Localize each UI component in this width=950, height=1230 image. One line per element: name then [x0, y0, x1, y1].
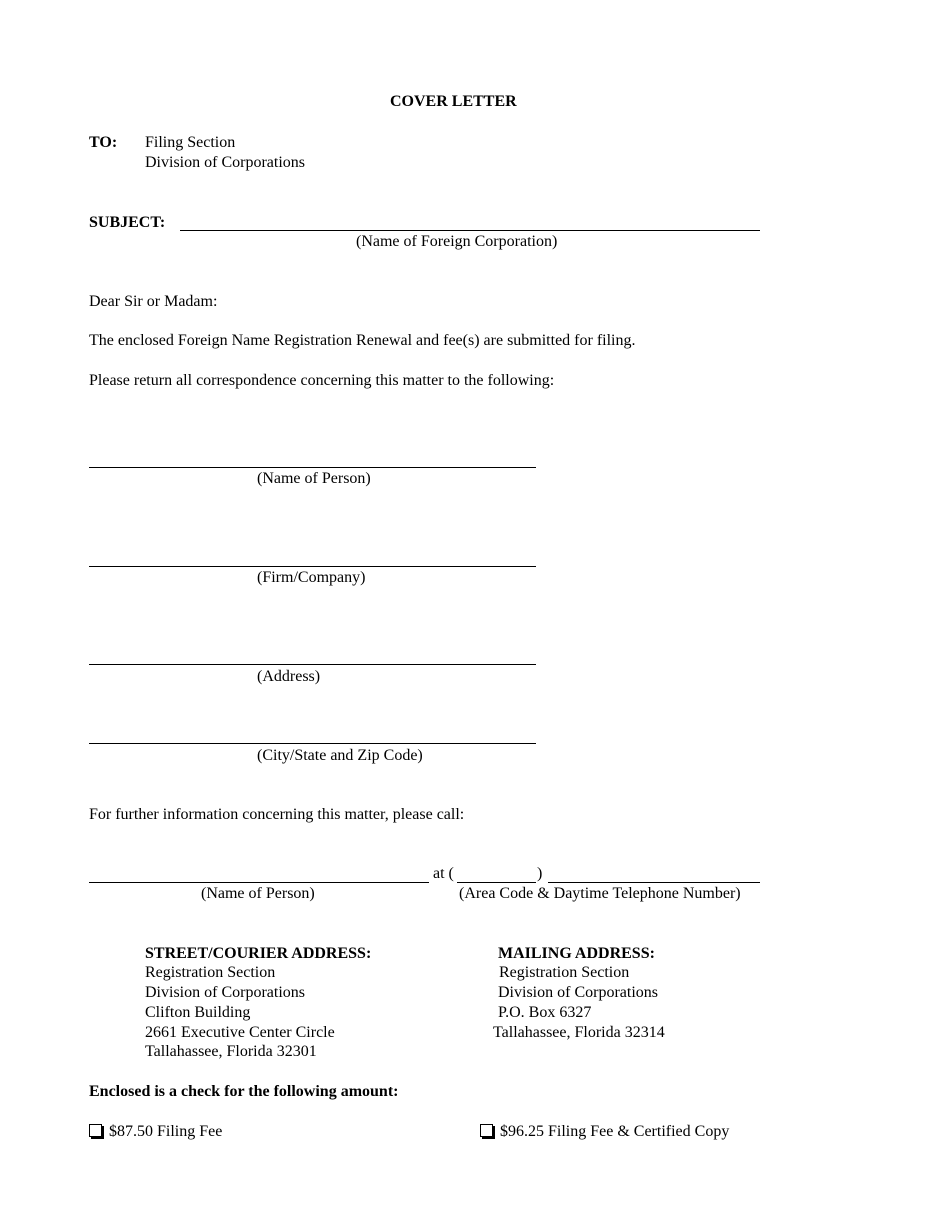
- street-address-line: Tallahassee, Florida 32301: [145, 1043, 317, 1060]
- firm-company-caption: (Firm/Company): [257, 569, 366, 586]
- city-state-zip-line[interactable]: [89, 743, 536, 744]
- page-title: COVER LETTER: [390, 93, 517, 110]
- name-of-person-caption: (Name of Person): [257, 470, 371, 487]
- city-state-zip-caption: (City/State and Zip Code): [257, 747, 423, 764]
- to-line-1: Filing Section: [145, 134, 236, 151]
- subject-input-line[interactable]: [180, 230, 760, 231]
- contact-name-caption: (Name of Person): [201, 885, 315, 902]
- firm-company-line[interactable]: [89, 566, 536, 567]
- to-label: TO:: [89, 134, 118, 151]
- paragraph-enclosed: The enclosed Foreign Name Registration Renewal and fee(s) are submitted for filing.: [89, 332, 636, 349]
- mailing-address-heading: MAILING ADDRESS:: [498, 945, 655, 962]
- telephone-number-line[interactable]: [548, 882, 760, 883]
- street-address-heading: STREET/COURIER ADDRESS:: [145, 945, 372, 962]
- enclosed-heading: Enclosed is a check for the following amount:: [89, 1083, 399, 1100]
- telephone-caption: (Area Code & Daytime Telephone Number): [459, 885, 741, 902]
- mailing-address-line: Tallahassee, Florida 32314: [493, 1024, 665, 1041]
- address-line[interactable]: [89, 664, 536, 665]
- certified-copy-checkbox[interactable]: [480, 1124, 493, 1137]
- mailing-address-line: P.O. Box 6327: [498, 1004, 592, 1021]
- at-open-paren: at (: [433, 865, 454, 882]
- further-info-text: For further information concerning this matter, please call:: [89, 806, 465, 823]
- area-code-line[interactable]: [457, 882, 536, 883]
- address-caption: (Address): [257, 668, 321, 685]
- mailing-address-line: Division of Corporations: [498, 984, 658, 1001]
- paragraph-return: Please return all correspondence concerning this matter to the following:: [89, 372, 555, 389]
- street-address-line: Registration Section: [145, 964, 276, 981]
- subject-label: SUBJECT:: [89, 214, 166, 231]
- filing-fee-label: $87.50 Filing Fee: [109, 1123, 223, 1140]
- subject-caption: (Name of Foreign Corporation): [356, 233, 558, 250]
- certified-copy-label: $96.25 Filing Fee & Certified Copy: [500, 1123, 730, 1140]
- contact-name-line[interactable]: [89, 882, 429, 883]
- mailing-address-line: Registration Section: [499, 964, 630, 981]
- street-address-line: Clifton Building: [145, 1004, 251, 1021]
- filing-fee-checkbox[interactable]: [89, 1124, 102, 1137]
- name-of-person-line[interactable]: [89, 467, 536, 468]
- street-address-line: 2661 Executive Center Circle: [145, 1024, 335, 1041]
- close-paren: ): [537, 865, 543, 882]
- street-address-line: Division of Corporations: [145, 984, 305, 1001]
- salutation: Dear Sir or Madam:: [89, 293, 218, 310]
- to-line-2: Division of Corporations: [145, 154, 305, 171]
